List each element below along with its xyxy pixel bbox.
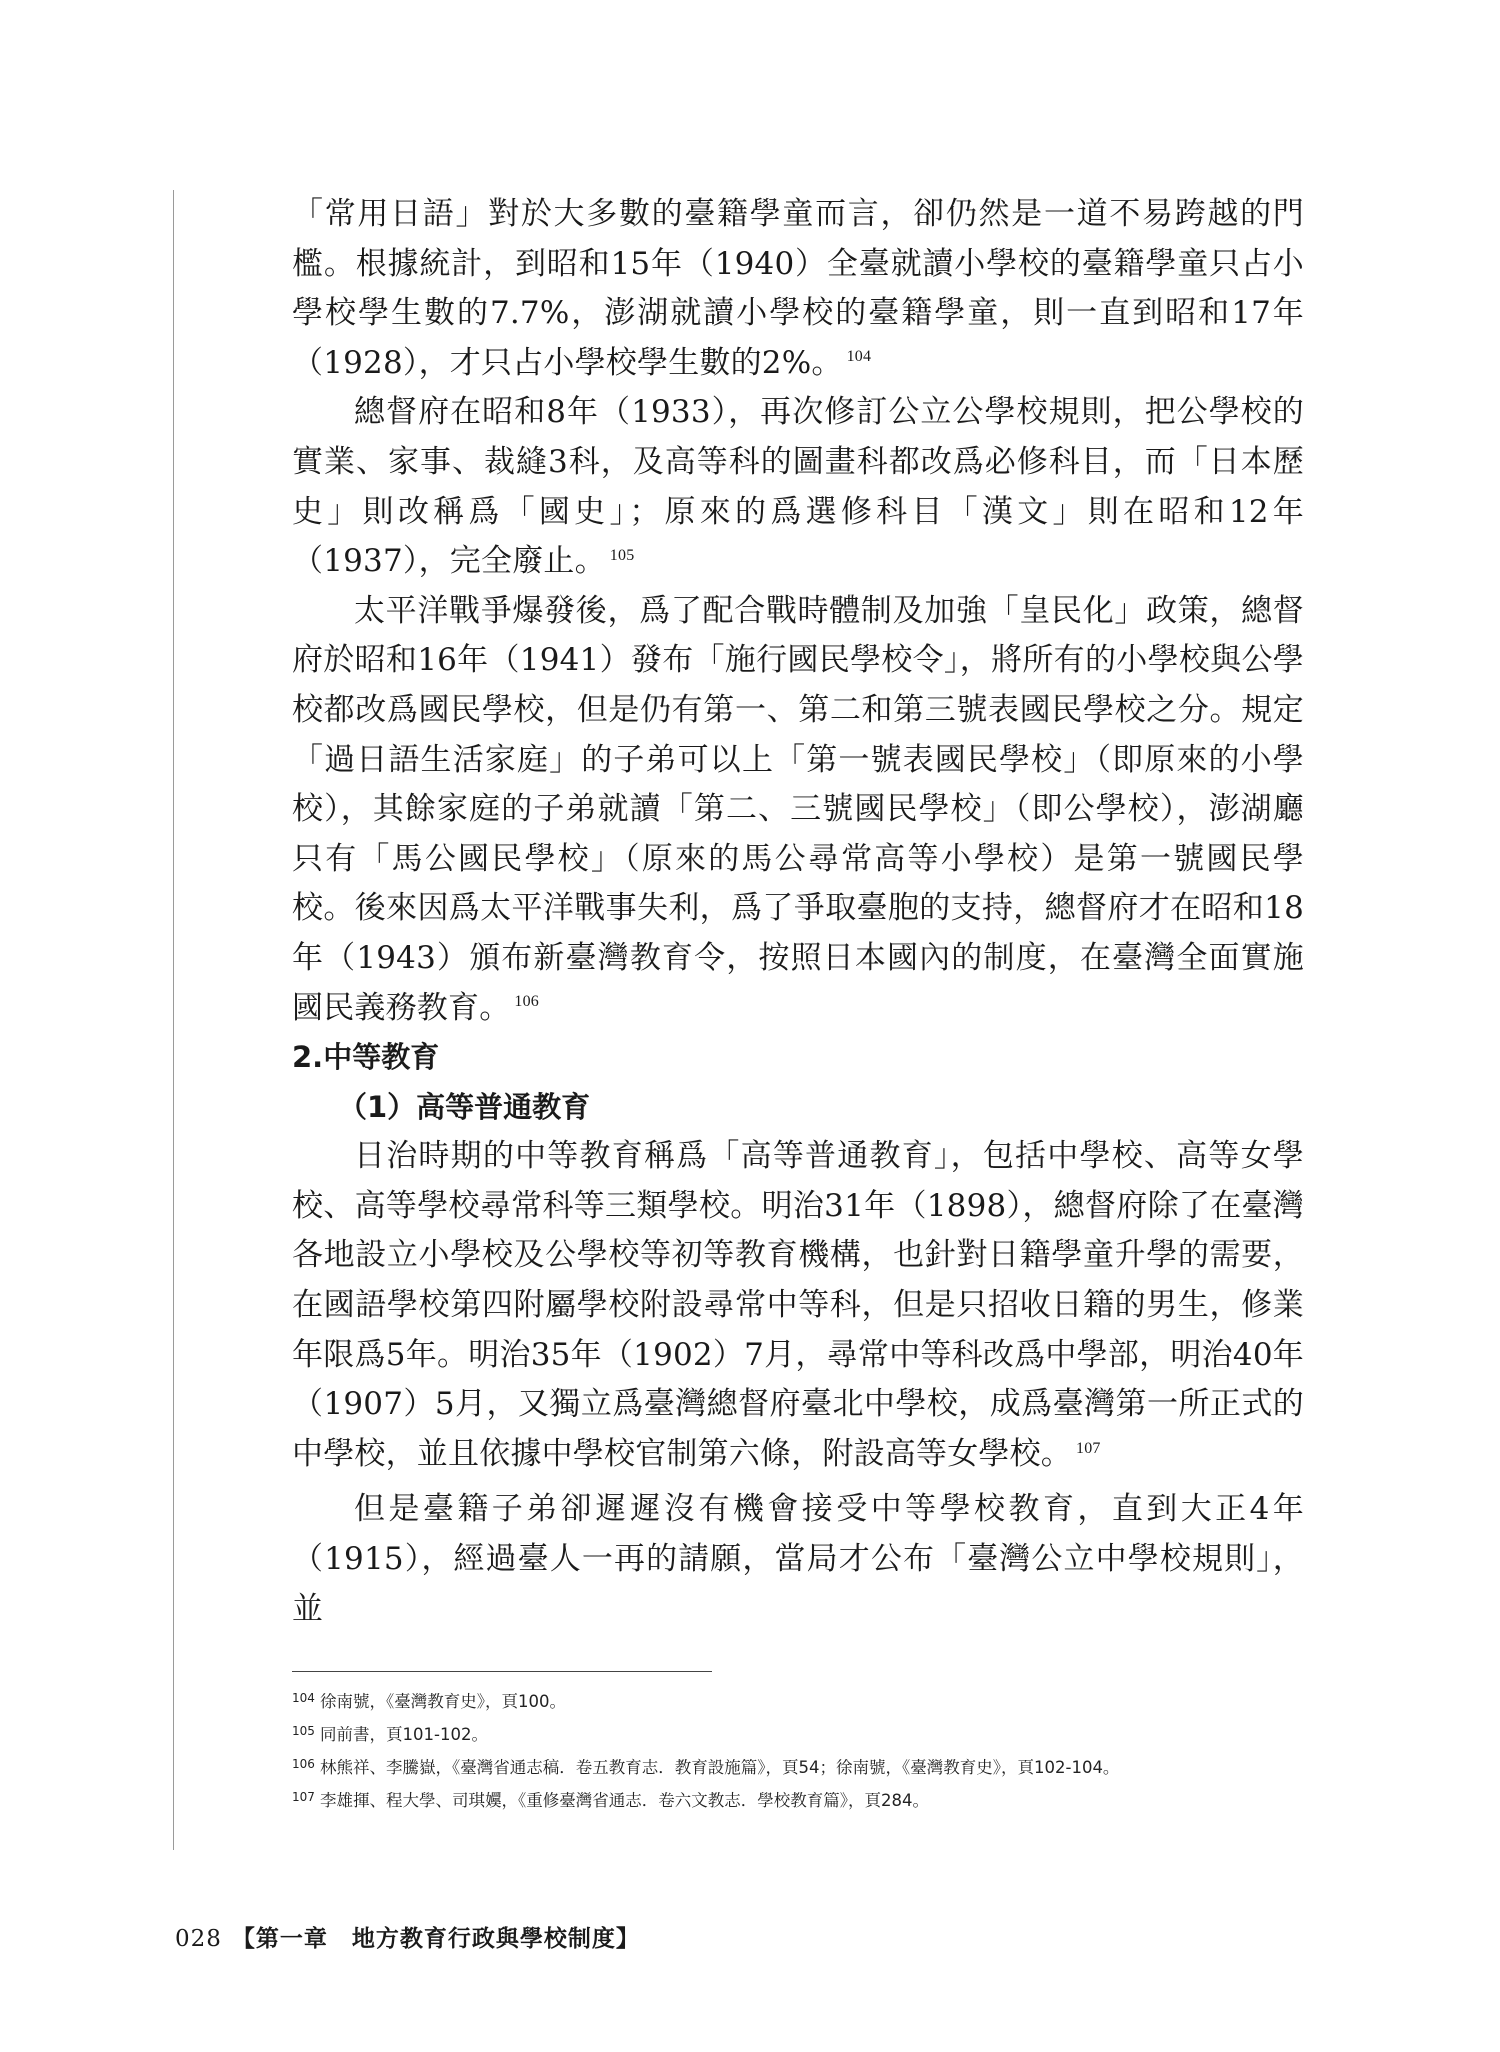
footnote-number: 105: [292, 1724, 315, 1738]
footnote-106: [292, 1751, 1304, 1781]
paragraph-3: 太平洋戰爭爆發後，爲了配合戰時體制及加強「皇民化」政策，總督府於昭和16年（1941）發布「施行國民學校令」，將所有的小學校與公學校都改爲國民學校，但是仍有第一、第二和第三號表國民學校之分。規定「過日語生活家庭」的子弟可以上「第一號表國民學校」（即原來的小學校），其餘家庭的子弟就讀「第二、三號國民學校」（即公學校），澎湖廳只有「馬公國民學校」（原來的馬公尋常高等小學校）是第一號國民學校。後來因爲太平洋戰事失利，爲了爭取臺胞的支持，總督府才在昭和18年（1943）頒布新臺灣教育令，按照日本國內的制度，在臺灣全面實施國民義務教育。 $^{106}$: [292, 592, 1304, 1026]
main-text: [292, 190, 1304, 1634]
footnote-ref-104[interactable]: 104: [846, 348, 872, 366]
footnote-number: 106: [292, 1757, 315, 1771]
paragraph-2: 總督府在昭和8年（1933），再次修訂公立公學校規則，把公學校的實業、家事、裁縫3科，及高等科的圖畫科都改爲必修科目，而「日本歷史」則改稱爲「國史」；原來的爲選修科目「漢文」則在昭和12年（1937），完全廢止。 $^{105}$: [292, 394, 1304, 580]
subsection-heading: （1）高等普通教育: [338, 1089, 591, 1124]
footnote-divider: [292, 1671, 712, 1672]
paragraph-5: 但是臺籍子弟卻遲遲沒有機會接受中等學校教育，直到大正4年（1915），經過臺人一再的請願，當局才公布「臺灣公立中學校規則」，並: [292, 1491, 1304, 1627]
footnote-104: [292, 1685, 1304, 1715]
footnote-ref-106[interactable]: 106: [514, 993, 540, 1011]
footnote-ref-105[interactable]: 105: [609, 546, 635, 564]
paragraph-4: 日治時期的中等教育稱爲「高等普通教育」，包括中學校、高等女學校、高等學校尋常科等三類學校。明治31年（1898），總督府除了在臺灣各地設立小學校及公學校等初等教育機構，也針對日籍學童升學的需要，在國語學校第四附屬學校附設尋常中等科，但是只招收日籍的男生，修業年限爲5年。明治35年（1902）7月，尋常中等科改爲中學部，明治40年（1907）5月，又獨立爲臺灣總督府臺北中學校，成爲臺灣第一所正式的中學校，並且依據中學校官制第六條，附設高等女學校。 $^{107}$: [292, 1138, 1304, 1472]
footnote-text: 李雄揮、程大學、司琪嬽，《重修臺灣省通志．卷六文教志．學校教育篇》，頁284。: [320, 1791, 929, 1810]
footnote-number: 107: [292, 1790, 315, 1804]
footnote-number: 104: [292, 1691, 315, 1705]
margin-rule: [173, 190, 174, 1850]
footnote-ref-107[interactable]: 107: [1076, 1439, 1101, 1457]
footnotes: [292, 1685, 1304, 1817]
footnote-text: 林熊祥、李騰嶽，《臺灣省通志稿．卷五教育志．教育設施篇》，頁54；徐南號，《臺灣教育史》，頁102-104。: [320, 1758, 1120, 1777]
footnote-107: [292, 1784, 1304, 1814]
footnote-105: [292, 1718, 1304, 1748]
section-heading: 2.中等教育: [292, 1040, 440, 1075]
footnote-text: 同前書，頁101-102。: [320, 1725, 488, 1744]
page-number: 028: [175, 1926, 222, 1952]
footnote-text: 徐南號，《臺灣教育史》，頁100。: [320, 1692, 566, 1711]
page-footer: [175, 1924, 640, 1954]
paragraph-1: 「常用日語」對於大多數的臺籍學童而言，卻仍然是一道不易跨越的門檻。根據統計，到昭和15年（1940）全臺就讀小學校的臺籍學童只占小學校學生數的7.7%，澎湖就讀小學校的臺籍學童，則一直到昭和17年（1928），才只占小學校學生數的2%。 $^{104}$: [292, 196, 1304, 381]
chapter-title: 【第一章 地方教育行政與學校制度】: [231, 1925, 640, 1952]
